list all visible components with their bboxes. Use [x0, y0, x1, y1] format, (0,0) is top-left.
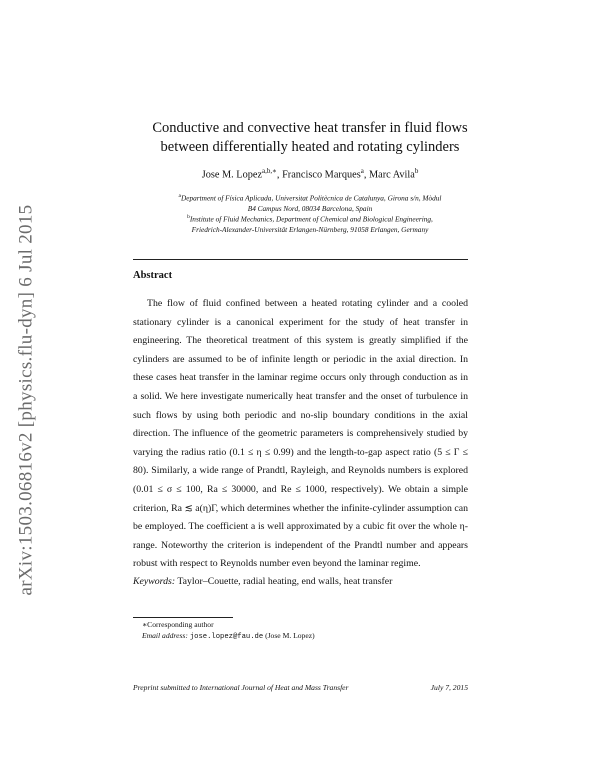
email-label: Email address:: [142, 631, 188, 640]
affiliation-line: Friedrich-Alexander-Universität Erlangen-Nürnberg, 91058 Erlangen, Germany: [191, 224, 429, 234]
email-owner: (Jose M. Lopez): [265, 631, 315, 640]
abstract-text: The flow of fluid confined between a heated rotating cylinder and a cooled stationary cylinder is a canonical experiment for the study of heat transfer in engineering. The theoretical treatment of this system is greatly simplified if the cylinders are assumed to be of infinite length or periodic in the axial direction. In these cases heat transfer in the laminar regime occurs only through conduction as in a solid. We here investigate numerically heat transfer and the onset of turbulence in such flows by using both periodic and no-slip boundary conditions in the axial direction. The influence of the geometric parameters is comprehensively studied by varying the radius ratio (0.1 ≤ η ≤ 0.99) and the length-to-gap aspect ratio (5 ≤ Γ ≤ 80). Similarly, a wide range of Prandtl, Rayleigh, and Reynolds numbers is explored (0.01 ≤ σ ≤ 100, Ra ≤ 30000, and Re ≤ 1000, respectively). We obtain a simple criterion, Ra ≲ a(η)Γ, which determines whether the infinite-cylinder assumption can be employed. The coefficient a is well approximated by a cubic fit over the whole η-range. Noteworthy the criterion is independent of the Prandtl number and appears robust with respect to Reynolds number even beyond the laminar regime.: [133, 298, 468, 570]
abstract-heading: Abstract: [133, 270, 173, 281]
keywords-text: Taylor–Couette, radial heating, end walls, heat transfer: [177, 576, 393, 587]
title-line-1: Conductive and convective heat transfer in fluid flows: [152, 120, 468, 136]
author-marks: b: [414, 167, 419, 175]
email-address-link[interactable]: jose.lopez@fau.de: [189, 633, 264, 641]
preprint-date: July 7, 2015: [430, 683, 468, 692]
author-marks: a,b,∗: [262, 167, 277, 175]
author-name: Marc Avila: [368, 169, 415, 181]
affiliation-line: Department of Física Aplicada, Universitat Politècnica de Catalunya, Girona s/n, Mòdul: [181, 193, 442, 203]
arxiv-id-text: arXiv:1503.06816v2 [physics.flu-dyn] 6 Jul 2015: [15, 204, 36, 596]
preprint-note: Preprint submitted to International Journal of Heat and Mass Transfer: [133, 683, 349, 692]
paper-title: [120, 119, 500, 157]
author-name: Jose M. Lopez: [201, 169, 263, 181]
abstract-top-rule: [133, 259, 468, 260]
keywords-label: Keywords:: [133, 576, 176, 587]
author-separator: ,: [363, 169, 369, 181]
affiliation-mark: a: [178, 193, 181, 199]
author-marks: a: [360, 167, 364, 175]
author-separator: ,: [276, 169, 283, 181]
author-name: Francisco Marques: [282, 169, 361, 181]
author-list: [120, 167, 500, 180]
affiliation-line: Institute of Fluid Mechanics, Department of Chemical and Biological Engineering,: [189, 214, 433, 224]
footnote-rule: [133, 617, 233, 618]
arxiv-identifier: [6, 200, 46, 600]
keywords: [133, 576, 468, 587]
footnote-email: [142, 631, 315, 641]
footnote-corresponding: ∗Corresponding author: [142, 620, 214, 629]
affiliation-a: [140, 191, 480, 214]
title-line-2: between differentially heated and rotating cylinders: [160, 139, 460, 155]
affiliation-mark: b: [187, 214, 190, 220]
affiliation-b: [140, 212, 480, 235]
affiliation-line: B4 Campus Nord, 08034 Barcelona, Spain: [247, 203, 373, 213]
